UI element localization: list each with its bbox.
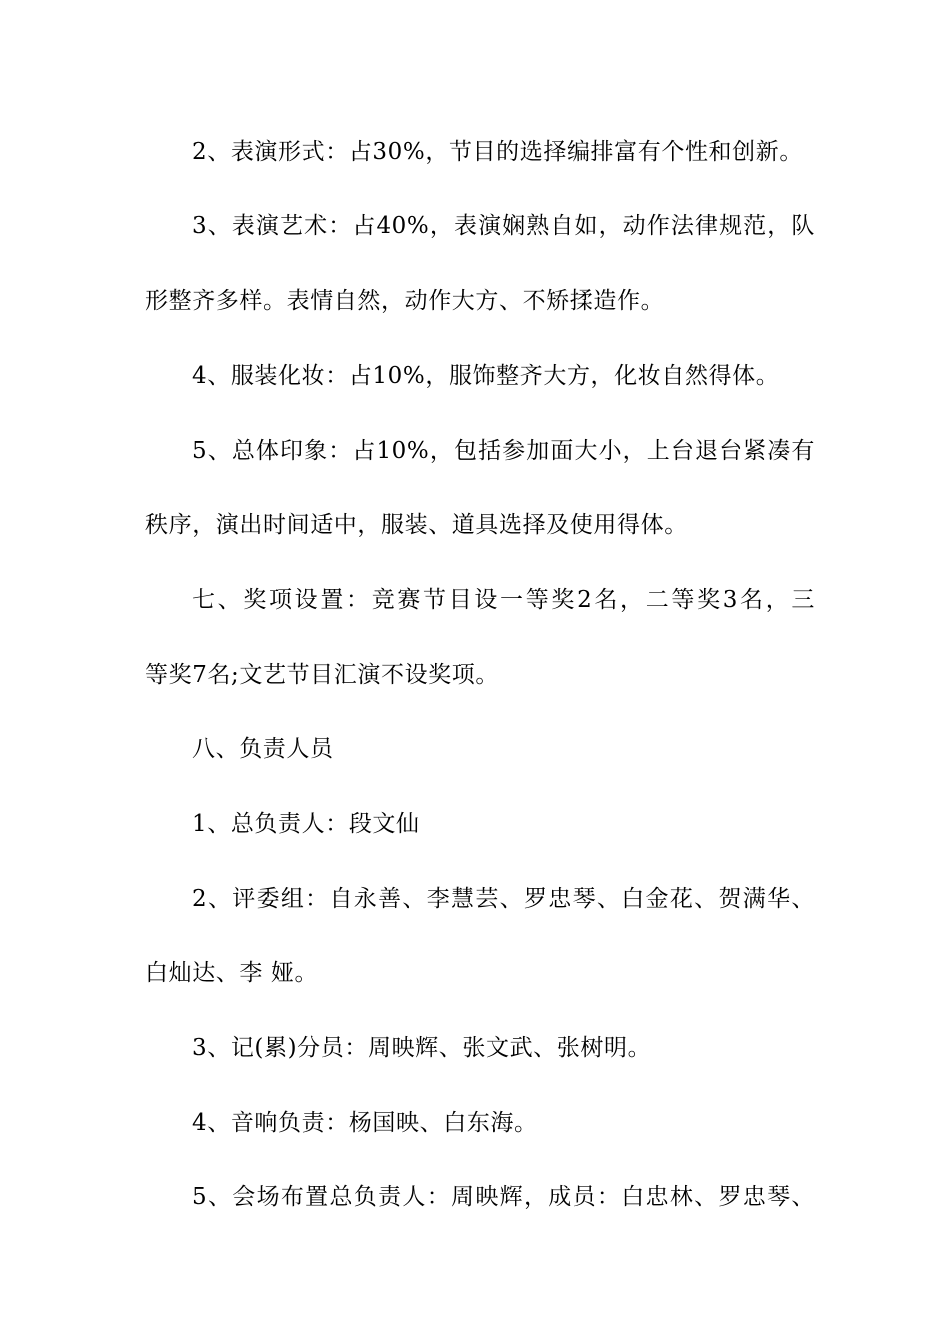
- criterion-performance-art-line2: 形整齐多样。表情自然，动作大方、不矫揉造作。: [145, 288, 665, 314]
- criterion-performance-art-line1: 3、表演艺术：占40%，表演娴熟自如，动作法律规范，队: [192, 213, 815, 239]
- criterion-overall-impression-line2: 秩序，演出时间适中，服装、道具选择及使用得体。: [145, 512, 688, 538]
- personnel-judges-line2: 白灿达、李 娅。: [145, 960, 319, 986]
- personnel-scorekeepers: 3、记(累)分员：周映辉、张文武、张树明。: [192, 1035, 652, 1061]
- criterion-performance-form: 2、表演形式：占30%，节目的选择编排富有个性和创新。: [192, 139, 803, 165]
- personnel-chief: 1、总负责人：段文仙: [192, 811, 420, 837]
- personnel-judges-line1: 2、评委组：自永善、李慧芸、罗忠琴、白金花、贺满华、: [192, 886, 815, 912]
- criterion-overall-impression-line1: 5、总体印象：占10%，包括参加面大小，上台退台紧凑有: [192, 438, 815, 464]
- section-awards-line2: 等奖7名;文艺节目汇演不设奖项。: [145, 662, 499, 688]
- personnel-sound: 4、音响负责：杨国映、白东海。: [192, 1110, 538, 1136]
- section-awards-line1: 七、奖项设置：竞赛节目设一等奖2名，二等奖3名，三: [192, 587, 815, 613]
- criterion-costume-makeup: 4、服装化妆：占10%，服饰整齐大方，化妆自然得体。: [192, 363, 780, 389]
- section-personnel-heading: 八、负责人员: [192, 736, 334, 762]
- personnel-venue-setup: 5、会场布置总负责人：周映辉，成员：白忠林、罗忠琴、: [192, 1184, 815, 1210]
